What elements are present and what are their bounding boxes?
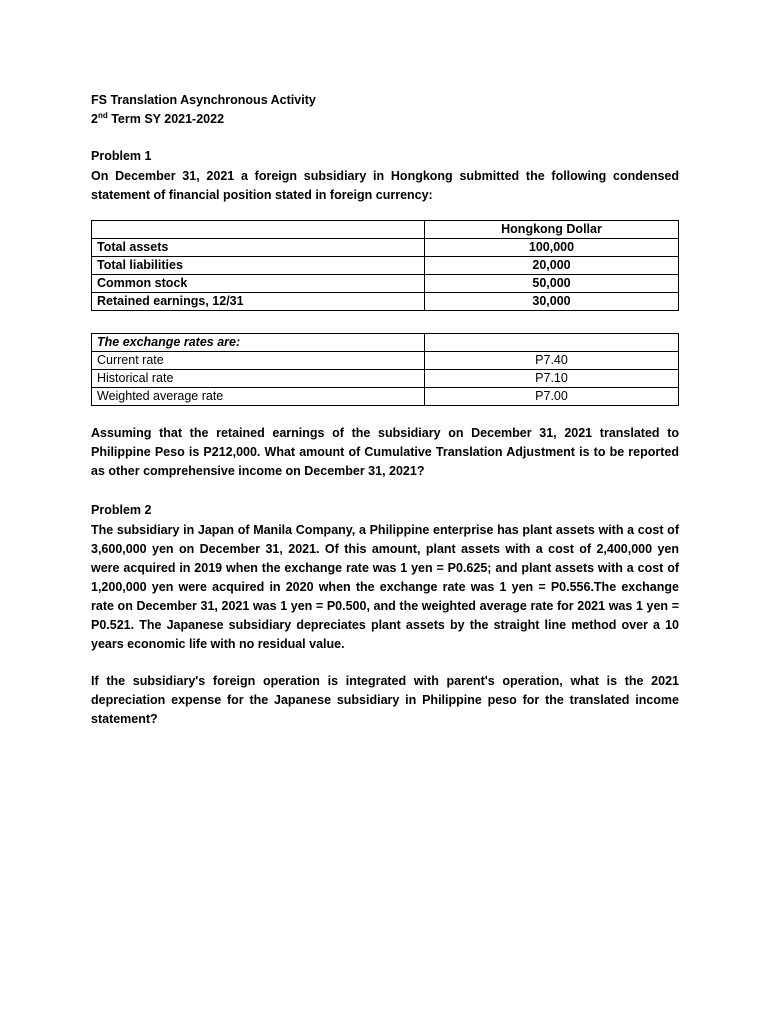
table-row bbox=[92, 275, 679, 293]
rate-value: P7.00 bbox=[425, 388, 679, 406]
financial-position-table bbox=[91, 220, 679, 311]
rate-label: Current rate bbox=[92, 352, 425, 370]
term-line bbox=[91, 112, 679, 127]
row-label: Retained earnings, 12/31 bbox=[92, 293, 425, 311]
row-label: Common stock bbox=[92, 275, 425, 293]
table-row bbox=[92, 293, 679, 311]
table-header-currency: Hongkong Dollar bbox=[425, 221, 679, 239]
row-label: Total assets bbox=[92, 239, 425, 257]
term-rest: Term SY 2021-2022 bbox=[107, 112, 225, 126]
rate-label: Weighted average rate bbox=[92, 388, 425, 406]
rate-value: P7.10 bbox=[425, 370, 679, 388]
table-row bbox=[92, 352, 679, 370]
term-superscript: nd bbox=[97, 110, 108, 120]
problem1-heading: Problem 1 bbox=[91, 149, 152, 163]
row-value: 100,000 bbox=[425, 239, 679, 257]
table-row bbox=[92, 257, 679, 275]
problem1-intro: On December 31, 2021 a foreign subsidiary in Hongkong submitted the following condensed statement of financial position stated in foreign currency: bbox=[91, 169, 679, 202]
rate-value: P7.40 bbox=[425, 352, 679, 370]
problem1-question: Assuming that the retained earnings of the subsidiary on December 31, 2021 translated to Philippine Peso is P212,000. What amount of Cumulative Translation Adjustment is to be reported as other comprehensive income on December 31, 2021? bbox=[91, 426, 679, 478]
problem2-question: If the subsidiary's foreign operation is integrated with parent's operation, what is the 2021 depreciation expense for the Japanese subsidiary in Philippine peso for the translated income statement? bbox=[91, 674, 679, 726]
problem2-heading: Problem 2 bbox=[91, 503, 152, 517]
table-row bbox=[92, 239, 679, 257]
row-value: 50,000 bbox=[425, 275, 679, 293]
row-label: Total liabilities bbox=[92, 257, 425, 275]
rate-label: Historical rate bbox=[92, 370, 425, 388]
table-header-row bbox=[92, 221, 679, 239]
rates-header-row bbox=[92, 334, 679, 352]
term-number: 2 bbox=[91, 112, 98, 126]
row-value: 30,000 bbox=[425, 293, 679, 311]
table-row bbox=[92, 370, 679, 388]
rates-header: The exchange rates are: bbox=[92, 334, 425, 352]
table-header-blank bbox=[92, 221, 425, 239]
problem2-body: The subsidiary in Japan of Manila Company, a Philippine enterprise has plant assets with a cost of 3,600,000 yen on December 31, 2021. Of this amount, plant assets with a cost of 2,400,000 yen were acquired in 2019 when the exchange rate was 1 yen = P0.625; and plant assets with a cost of 1,200,000 yen were acquired in 2020 when the exchange rate was 1 yen = P0.556.The exchange rate on December 31, 2021 was 1 yen = P0.500, and the weighted average rate for 2021 was 1 yen = P0.521. The Japanese subsidiary depreciates plant assets by the straight line method over a 10 years economic life with no residual value. bbox=[91, 523, 679, 651]
table-row bbox=[92, 388, 679, 406]
rates-header-blank bbox=[425, 334, 679, 352]
row-value: 20,000 bbox=[425, 257, 679, 275]
document-content bbox=[91, 93, 679, 729]
document-title: FS Translation Asynchronous Activity bbox=[91, 93, 316, 107]
exchange-rates-table bbox=[91, 333, 679, 406]
